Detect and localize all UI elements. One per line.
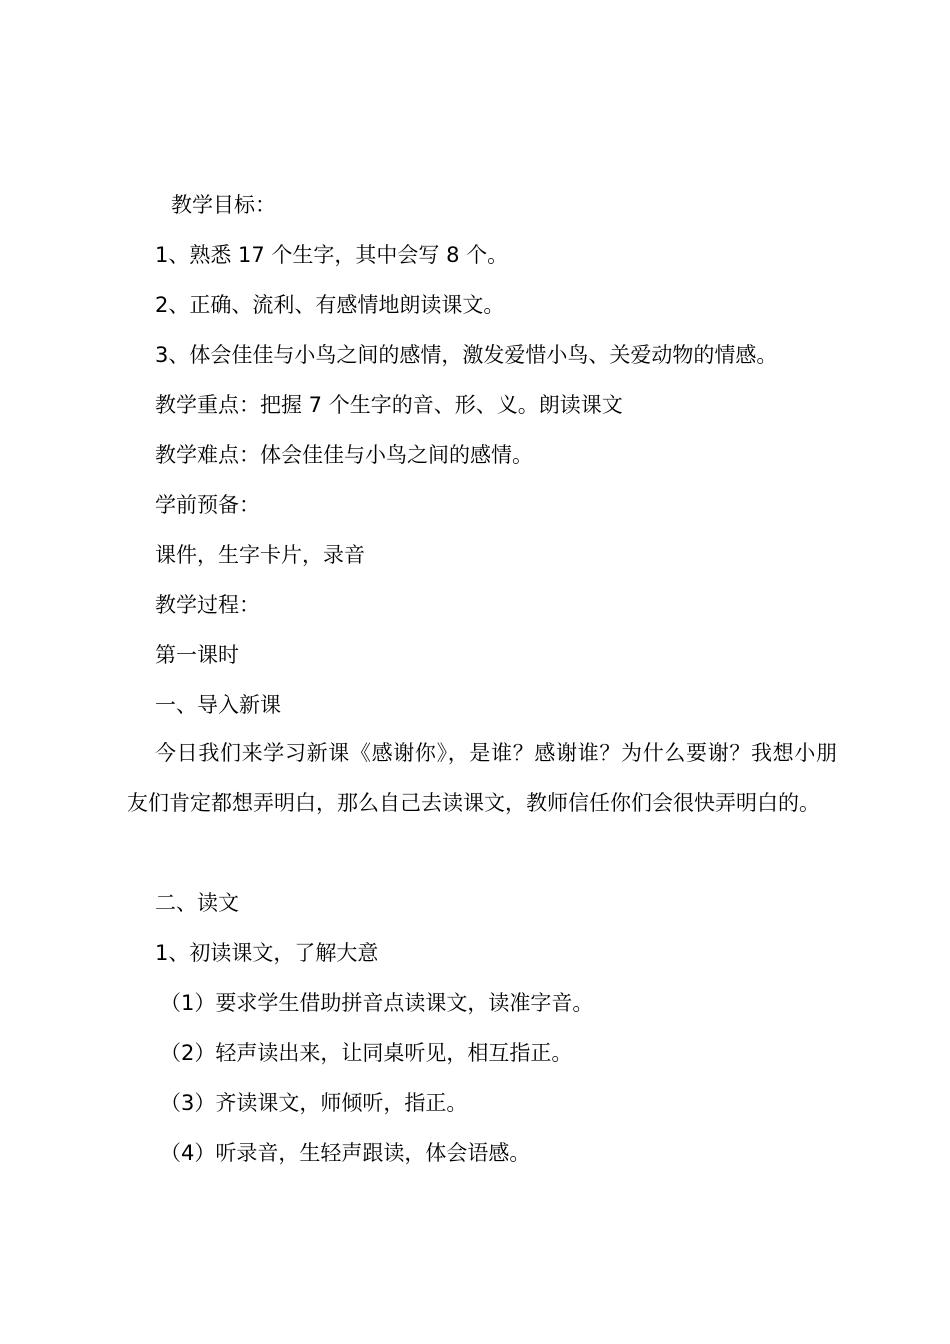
reading-step-1: 1、初读课文，了解大意 xyxy=(155,941,379,965)
reading-substep-2: （2）轻声读出来，让同桌听见，相互指正。 xyxy=(160,1041,573,1065)
goal-item-1: 1、熟悉 17 个生字，其中会写 8 个。 xyxy=(155,243,509,267)
section-introduction: 一、导入新课 xyxy=(155,693,281,717)
goal-item-2: 2、正确、流利、有感情地朗读课文。 xyxy=(155,293,505,317)
section-reading: 二、读文 xyxy=(155,891,239,915)
first-lesson-title: 第一课时 xyxy=(155,643,239,667)
reading-substep-3: （3）齐读课文，师倾听，指正。 xyxy=(160,1091,468,1115)
heading-teaching-goals: 教学目标： xyxy=(171,193,276,217)
reading-substep-4: （4）听录音，生轻声跟读，体会语感。 xyxy=(160,1141,531,1165)
heading-teaching-process: 教学过程： xyxy=(155,593,260,617)
teaching-difficulties: 教学难点：体会佳佳与小鸟之间的感情。 xyxy=(155,443,533,467)
reading-substep-1: （1）要求学生借助拼音点读课文，读准字音。 xyxy=(160,991,594,1015)
teaching-key-points: 教学重点：把握 7 个生字的音、形、义。朗读课文 xyxy=(155,393,623,417)
intro-paragraph: 今日我们来学习新课《感谢你》，是谁？感谢谁？为什么要谢？我想小朋友们肯定都想弄明白，那么自己去读课文，教师信任你们会很快弄明白的。 xyxy=(127,741,837,815)
preparation-items: 课件，生字卡片，录音 xyxy=(155,543,365,567)
goal-item-3: 3、体会佳佳与小鸟之间的感情，激发爱惜小鸟、关爱动物的情感。 xyxy=(155,343,778,367)
heading-preparation: 学前预备： xyxy=(155,493,260,517)
